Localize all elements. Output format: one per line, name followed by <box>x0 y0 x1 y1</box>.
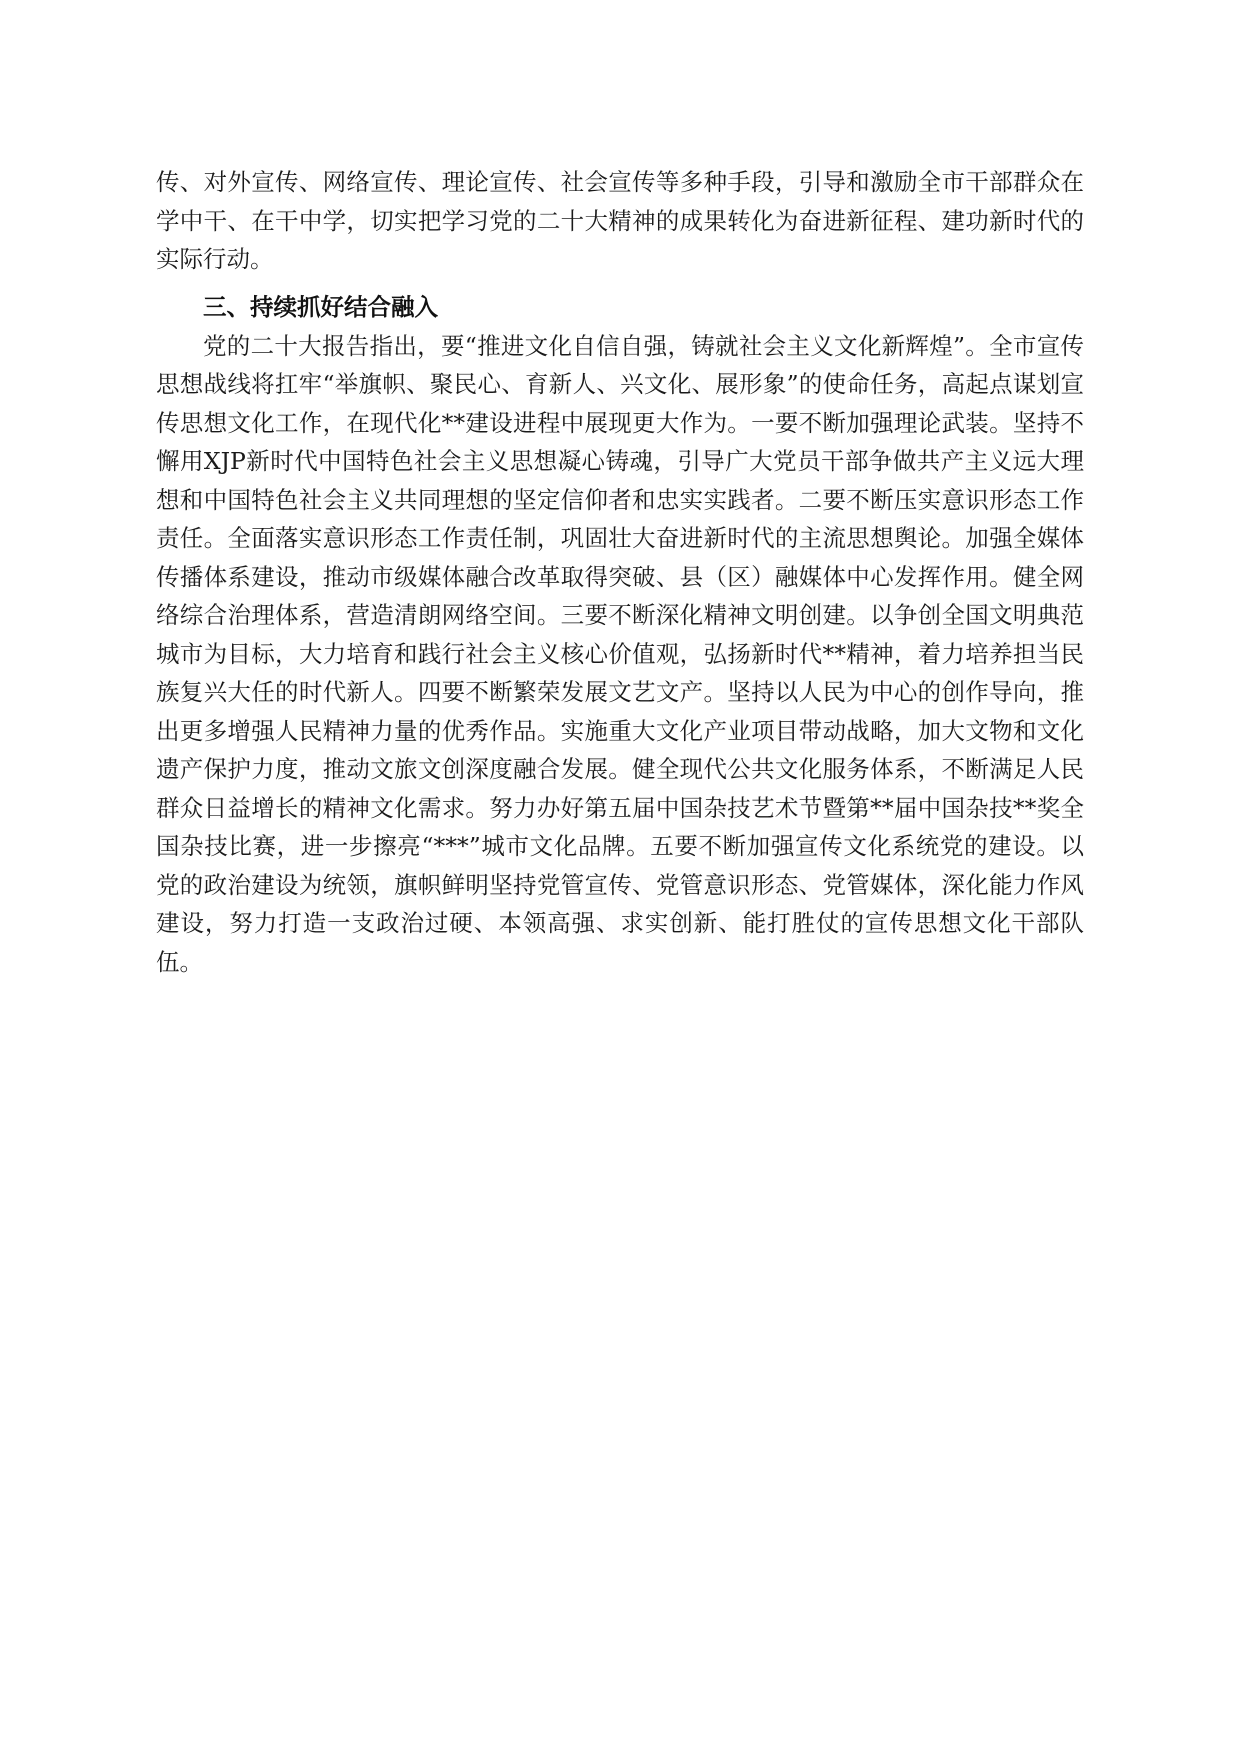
document-body <box>156 163 1084 981</box>
continuation-paragraph: 传、对外宣传、网络宣传、理论宣传、社会宣传等多种手段，引导和激励全市干部群众在学中干、在干中学，切实把学习党的二十大精神的成果转化为奋进新征程、建功新时代的实际行动。 <box>156 168 1084 273</box>
section-paragraph: 党的二十大报告指出，要“推进文化自信自强，铸就社会主义文化新辉煌”。全市宣传思想战线将扛牢“举旗帜、聚民心、育新人、兴文化、展形象”的使命任务，高起点谋划宣传思想文化工作，在现代化**建设进程中展现更大作为。一要不断加强理论武装。坚持不懈用XJP新时代中国特色社会主义思想凝心铸魂，引导广大党员干部争做共产主义远大理想和中国特色社会主义共同理想的坚定信仰者和忠实实践者。二要不断压实意识形态工作责任。全面落实意识形态工作责任制，巩固壮大奋进新时代的主流思想舆论。加强全媒体传播体系建设，推动市级媒体融合改革取得突破、县（区）融媒体中心发挥作用。健全网络综合治理体系，营造清朗网络空间。三要不断深化精神文明创建。以争创全国文明典范城市为目标，大力培育和践行社会主义核心价值观，弘扬新时代**精神，着力培养担当民族复兴大任的时代新人。四要不断繁荣发展文艺文产。坚持以人民为中心的创作导向，推出更多增强人民精神力量的优秀作品。实施重大文化产业项目带动战略，加大文物和文化遗产保护力度，推动文旅文创深度融合发展。健全现代公共文化服务体系，不断满足人民群众日益增长的精神文化需求。努力办好第五届中国杂技艺术节暨第**届中国杂技**奖全国杂技比赛，进一步擦亮“***”城市文化品牌。五要不断加强宣传文化系统党的建设。以党的政治建设为统领，旗帜鲜明坚持党管宣传、党管意识形态、党管媒体，深化能力作风建设，努力打造一支政治过硬、本领高强、求实创新、能打胜仗的宣传思想文化干部队伍。 <box>156 331 1084 976</box>
section-heading: 三、持续抓好结合融入 <box>203 292 438 321</box>
